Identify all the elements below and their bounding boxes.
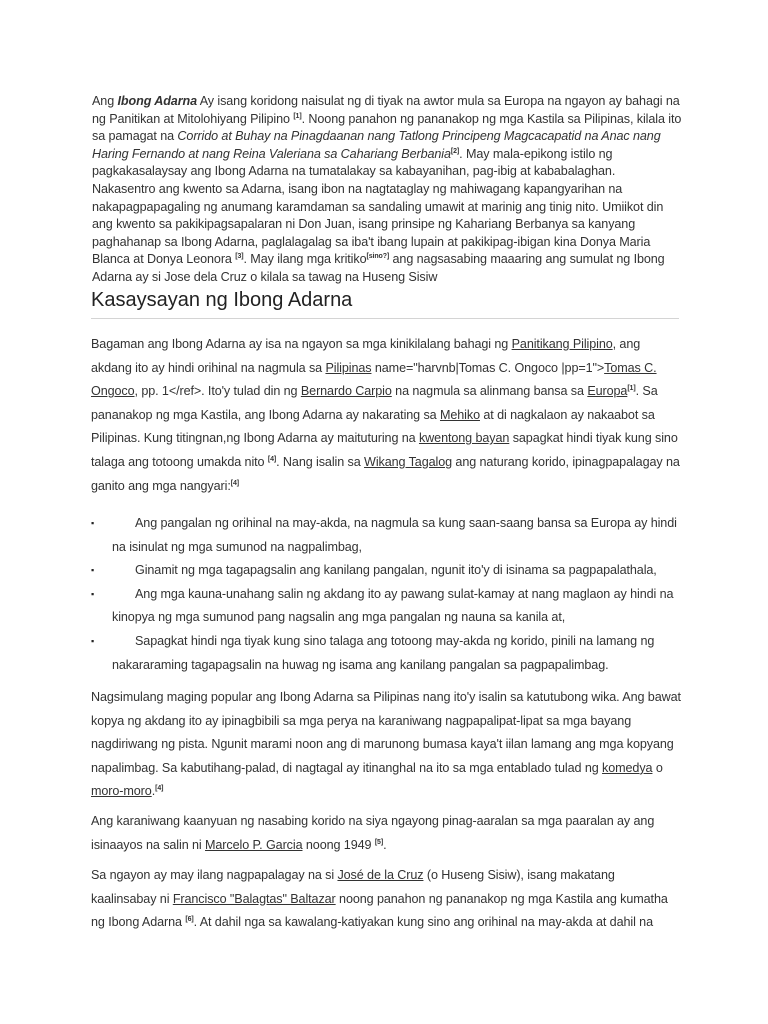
paragraph-text: , pp. 1</ref>. Ito'y tulad din ng [134,384,301,399]
intro-text: Ay isang koridong naisulat ng di tiyak na awtor mula sa Europa na ngayon ay bahagi na ng Panitikan at Mitolohiyang Pilipino [92,94,680,126]
list-item [91,630,681,677]
link-kwentong-bayan[interactable]: kwentong bayan [418,431,510,446]
list-item [91,559,681,583]
intro-text: . Noong panahon ng pananakop ng mga Kastila sa Pilipinas, kilala ito sa pamagat na [92,111,682,144]
paragraph-text: Ang karaniwang kaanyuan ng nasabing korido na siya ngayong pinag-aaralan sa mga paaralan ay ang isinaayos na salin ni [91,814,655,852]
list-item-text: Ang mga kauna-unahang salin ng akdang ito ay pawang sulat-kamay at nang maglaon ay hindi na kinopya ng mga sumunod pang nagsalin ang mga pangalan ng nauna sa kanila at, [112,586,674,625]
citation-ref[interactable]: [4] [267,455,277,463]
link-wikang-tagalog[interactable]: Wikang Tagalog [364,454,453,469]
link-mehiko[interactable]: Mehiko [439,407,480,422]
section-heading: Kasaysayan ng Ibong Adarna [91,289,353,311]
link-marcelo-garcia[interactable]: Marcelo P. Garcia [205,837,303,852]
citation-ref[interactable]: [1] [627,385,636,392]
citation-ref[interactable]: [3] [235,253,244,261]
paragraph-text: name="harvnb|Tomas C. Ongoco |pp=1"> [371,360,605,375]
citation-needed-ref[interactable]: [sino?] [366,253,390,261]
link-bernardo-carpio[interactable]: Bernardo Carpio [300,384,392,399]
intro-text: ang nagsasabing maaaring ang sumulat ng Ibong Adarna ay si Jose dela Cruz o kilala sa tawag na Huseng Sisiw [92,252,665,284]
link-tomas-ongoco[interactable]: Tomas C. Ongoco [91,360,657,399]
intro-paragraph [92,93,682,287]
citation-ref[interactable]: [4] [230,479,239,487]
popularity-paragraph [91,686,681,804]
section-divider [91,318,679,319]
article-title-bold: Ibong Adarna [117,94,198,108]
link-komedya[interactable]: komedya [602,760,653,775]
citation-ref[interactable]: [4] [155,785,164,793]
link-pilipinas[interactable]: Pilipinas [325,360,372,375]
translation-notes-list [91,512,681,677]
paragraph-text: Sa ngayon ay may ilang nagpapalagay na si [91,868,338,882]
citation-ref[interactable]: [5] [374,838,384,846]
link-jose-de-la-cruz[interactable]: José de la Cruz [337,868,424,882]
citation-ref[interactable]: [1] [293,112,302,120]
intro-text: . May mala-epikong istilo ng pagkakasalaysay ang Ibong Adarna na tumatalakay sa kabayanihan, pag-ibig at kababalaghan. Nakasentro ang kwento sa Adarna, isang ibon na nagtataglay ng mahiwagang kapangyarihan na nakapagpapagaling ng anumang karamdaman sa sandaling umawit at marinig ang tinig nito. Umiikot din ang kwento sa pakikipagsapalaran ni Don Juan, isang prinsipe ng Kahariang Berbanya sa kanyang paghahanap sa Ibong Adarna, paglalagalag sa iba't ibang lupain at pakikipag-ibigan kina Donya Maria Blanca at Donya Leonora [92,146,664,267]
paragraph-text: (o Huseng Sisiw), isang makatang kaalinsabay ni [91,868,615,906]
citation-ref[interactable]: [2] [450,147,460,155]
intro-text: . May ilang mga kritiko [243,252,367,267]
paragraph-text: . Sa pananakop ng mga Kastila, ang Ibong Adarna ay nakarating sa [91,384,658,422]
paragraph-text: , ang akdang ito ay hindi orihinal na nagmula sa [91,337,641,375]
bullet-icon: ▪ [91,518,95,528]
intro-text: Ang [92,94,118,108]
link-europa[interactable]: Europa [587,384,628,399]
paragraph-text: . At dahil nga sa kawalang-katiyakan kung sino ang orihinal na may-akda at dahil na [193,915,653,930]
paragraph-text: o [652,760,663,775]
list-item [91,512,681,559]
paragraph-text: noong panahon ng pananakop ng mga Kastila ang kumatha ng Ibong Adarna [91,891,668,930]
translation-paragraph [91,810,681,857]
bullet-icon: ▪ [91,635,95,646]
bullet-icon: ▪ [91,565,95,576]
history-paragraph [91,333,681,498]
list-item-text: Ang pangalan ng orihinal na may-akda, na nagmula sa kung saan-saang bansa sa Europa ay hindi na isinulat ng mga sumunod na nagpalimbag, [112,516,677,554]
paragraph-text: . Nang isalin sa [276,454,365,469]
paragraph-text: at di nagkalaon ay nakaabot sa Pilipinas. Kung titingnan,ng Ibong Adarna ay maituturing na [91,407,655,446]
list-item-text: Ginamit ng mga tagapagsalin ang kanilang pangalan, ngunit ito'y di isinama sa pagpapalathala, [135,563,657,578]
paragraph-text: Nagsimulang maging popular ang Ibong Adarna sa Pilipinas nang ito'y isalin sa katutubong wika. Ang bawat kopya ng akdang ito ay ipinagbibili sa mga perya na karaniwang nagpapalipat-lipat sa mga bayang nagdiriwang ng pista. Ngunit marami noon ang di marunong bumasa kaya't iilan lamang ang mga kopyang napalimbag. Sa kabutihang-palad, di nagtagal ay itinanghal na ito sa mga entablado tulad ng [91,690,681,775]
citation-ref[interactable]: [6] [185,916,194,923]
link-moro-moro[interactable]: moro-moro [91,784,152,799]
paragraph-text: na nagmula sa alinmang bansa sa [391,384,588,399]
paragraph-text: . [383,837,387,852]
link-francisco-balagtas[interactable]: Francisco "Balagtas" Baltazar [172,891,336,906]
paragraph-text: Bagaman ang Ibong Adarna ay isa na ngayon sa mga kinikilalang bahagi ng [91,337,512,351]
paragraph-text: . [151,784,156,799]
link-panitikang-pilipino[interactable]: Panitikang Pilipino [511,337,613,351]
paragraph-text: ang naturang korido, ipinagpapalagay na ganito ang mga nangyari: [91,454,680,493]
paragraph-text: noong 1949 [302,837,375,852]
bullet-icon: ▪ [91,588,95,599]
authorship-paragraph [91,864,681,935]
list-item-text: Sapagkat hindi nga tiyak kung sino talaga ang totoong may-akda ng korido, pinili na lamang ng nakararaming tagapagsalin na huwag ng isama ang kanilang pangalan sa pagpapalimbag. [112,633,655,672]
full-title-italic: Corrido at Buhay na Pinagdaanan nang Tatlong Principeng Magcacapatid na Anac nang Haring Fernando at nang Reina Valeriana sa Cahariang Berbania [92,129,661,161]
list-item [91,583,681,630]
paragraph-text: sapagkat hindi tiyak kung sino talaga ang totoong umakda nito [91,431,678,469]
